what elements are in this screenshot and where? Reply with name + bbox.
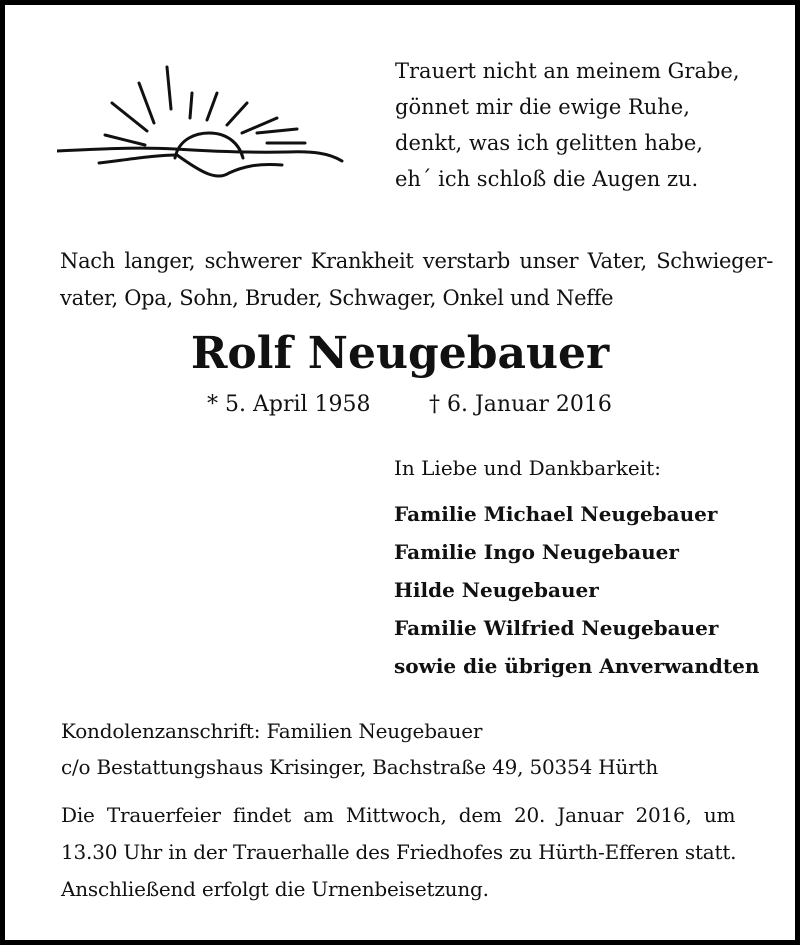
funeral-line: Die Trauerfeier findet am Mittwoch, dem 20. Januar 2016, um bbox=[61, 803, 736, 827]
address-line: c/o Bestattungshaus Krisinger, Bachstraße 49, 50354 Hürth bbox=[61, 755, 659, 779]
funeral-line: 13.30 Uhr in der Trauerhalle des Friedhofes zu Hürth-Efferen statt. bbox=[61, 840, 737, 864]
funeral-line: Anschließend erfolgt die Urnenbeisetzung. bbox=[61, 877, 489, 901]
announcement-text bbox=[60, 243, 773, 317]
mourner-name: Familie Michael Neugebauer bbox=[394, 502, 718, 526]
rising-sun-icon bbox=[57, 63, 347, 188]
poem-line: gönnet mir die ewige Ruhe, bbox=[395, 95, 690, 119]
death-date: † 6. Januar 2016 bbox=[429, 392, 612, 417]
mourner-name: Familie Wilfried Neugebauer bbox=[394, 616, 719, 640]
deceased-name: Rolf Neugebauer bbox=[190, 328, 610, 379]
mourner-name: Familie Ingo Neugebauer bbox=[394, 540, 679, 564]
mourners-intro: In Liebe und Dankbarkeit: bbox=[394, 456, 661, 480]
poem-line: eh´ ich schloß die Augen zu. bbox=[395, 167, 699, 191]
mourner-name: Hilde Neugebauer bbox=[394, 578, 599, 602]
mourners-list bbox=[394, 495, 759, 685]
poem bbox=[395, 53, 775, 197]
funeral-details bbox=[61, 797, 751, 908]
address-line: Kondolenzanschrift: Familien Neugebauer bbox=[61, 719, 483, 743]
poem-line: Trauert nicht an meinem Grabe, bbox=[395, 59, 740, 83]
mourner-name: sowie die übrigen Anverwandten bbox=[394, 654, 760, 678]
announcement-line: Nach langer, schwerer Krankheit verstarb unser Vater, Schwieger- bbox=[60, 249, 773, 273]
birth-date: * 5. April 1958 bbox=[207, 392, 371, 417]
announcement-line: vater, Opa, Sohn, Bruder, Schwager, Onkel und Neffe bbox=[60, 286, 614, 310]
poem-line: denkt, was ich gelitten habe, bbox=[395, 131, 703, 155]
condolence-address bbox=[61, 713, 658, 785]
